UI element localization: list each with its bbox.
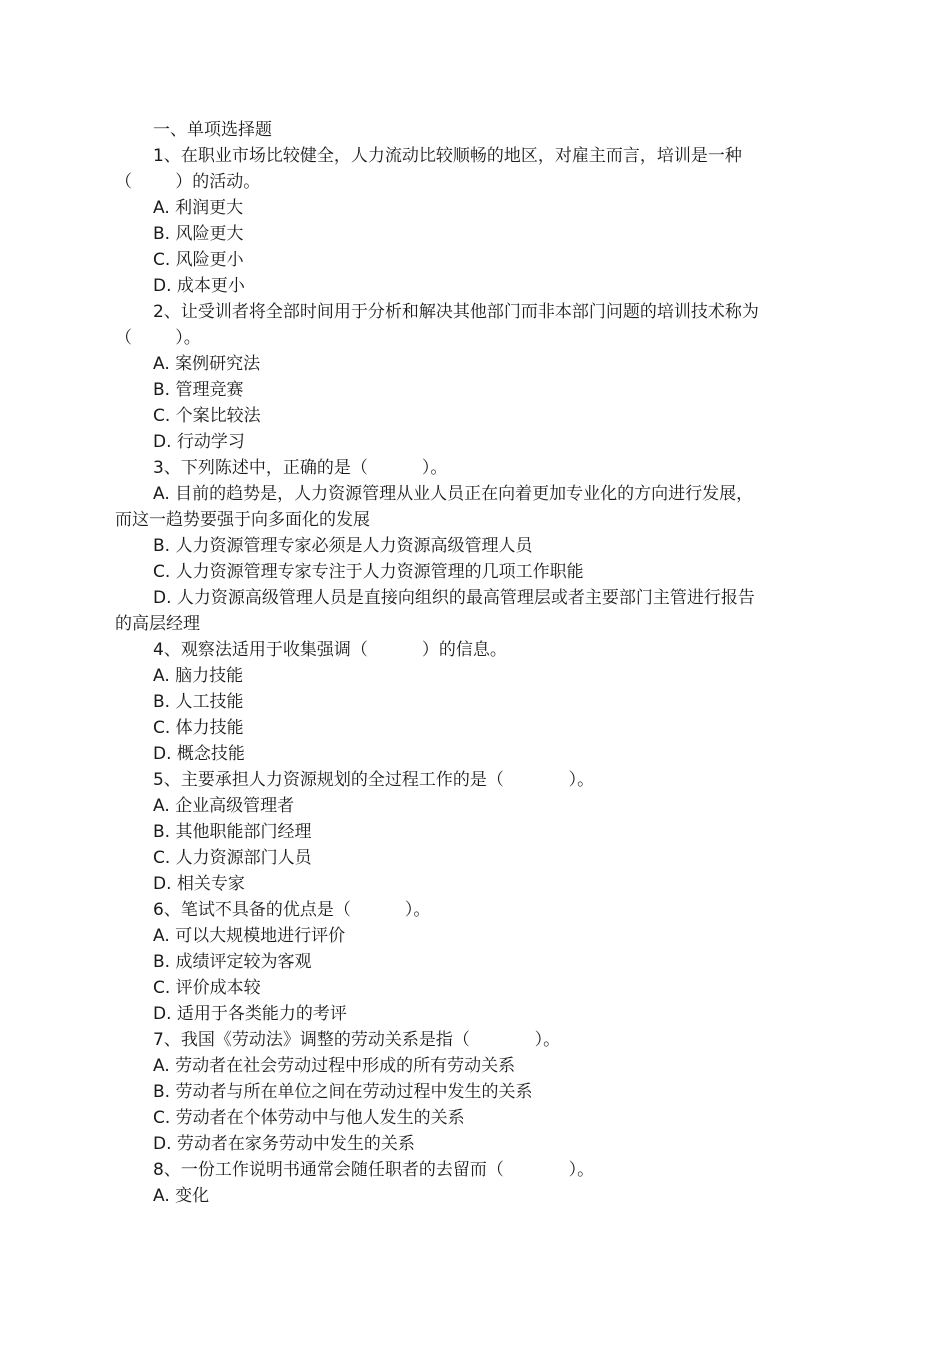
question-2-option-c: C. 个案比较法 <box>153 406 261 426</box>
question-4-option-c: C. 体力技能 <box>153 718 244 738</box>
question-3-option-a: A. 目前的趋势是，人力资源管理从业人员正在向着更加专业化的方向进行发展， <box>153 484 754 504</box>
question-7-option-a: A. 劳动者在社会劳动过程中形成的所有劳动关系 <box>153 1056 516 1076</box>
question-4-option-b: B. 人工技能 <box>153 692 244 712</box>
question-4-option-d: D. 概念技能 <box>153 744 245 764</box>
question-1-stem-cont: （ ）的活动。 <box>115 172 261 192</box>
question-6-stem: 6、笔试不具备的优点是（ ）。 <box>153 900 431 920</box>
question-3-option-a-cont: 而这一趋势要强于向多面化的发展 <box>115 510 370 530</box>
question-2-option-b: B. 管理竞赛 <box>153 380 244 400</box>
question-7-stem: 7、我国《劳动法》调整的劳动关系是指（ ）。 <box>153 1030 561 1050</box>
question-7-option-c: C. 劳动者在个体劳动中与他人发生的关系 <box>153 1108 465 1128</box>
question-2-stem: 2、让受训者将全部时间用于分析和解决其他部门而非本部门问题的培训技术称为 <box>153 302 759 322</box>
question-3-option-c: C. 人力资源管理专家专注于人力资源管理的几项工作职能 <box>153 562 584 582</box>
question-5-option-b: B. 其他职能部门经理 <box>153 822 312 842</box>
question-1-stem: 1、在职业市场比较健全，人力流动比较顺畅的地区，对雇主而言，培训是一种 <box>153 146 742 166</box>
question-1-option-a: A. 利润更大 <box>153 198 244 218</box>
question-5-option-d: D. 相关专家 <box>153 874 245 894</box>
section-title: 一、单项选择题 <box>153 120 272 140</box>
question-1-option-b: B. 风险更大 <box>153 224 244 244</box>
question-6-option-c: C. 评价成本较 <box>153 978 261 998</box>
question-3-option-d: D. 人力资源高级管理人员是直接向组织的最高管理层或者主要部门主管进行报告 <box>153 588 755 608</box>
question-4-option-a: A. 脑力技能 <box>153 666 244 686</box>
question-8-option-a: A. 变化 <box>153 1186 210 1206</box>
question-7-option-b: B. 劳动者与所在单位之间在劳动过程中发生的关系 <box>153 1082 533 1102</box>
question-5-option-a: A. 企业高级管理者 <box>153 796 295 816</box>
question-8-stem: 8、一份工作说明书通常会随任职者的去留而（ ）。 <box>153 1160 595 1180</box>
question-1-option-c: C. 风险更小 <box>153 250 244 270</box>
question-2-option-a: A. 案例研究法 <box>153 354 261 374</box>
question-6-option-a: A. 可以大规模地进行评价 <box>153 926 346 946</box>
question-6-option-b: B. 成绩评定较为客观 <box>153 952 312 972</box>
question-3-stem: 3、下列陈述中，正确的是（ ）。 <box>153 458 448 478</box>
question-2-stem-cont: （ ）。 <box>115 328 201 348</box>
question-2-option-d: D. 行动学习 <box>153 432 245 452</box>
question-1-option-d: D. 成本更小 <box>153 276 245 296</box>
question-3-option-b: B. 人力资源管理专家必须是人力资源高级管理人员 <box>153 536 533 556</box>
question-5-stem: 5、主要承担人力资源规划的全过程工作的是（ ）。 <box>153 770 595 790</box>
question-3-option-d-cont: 的高层经理 <box>115 614 200 634</box>
question-7-option-d: D. 劳动者在家务劳动中发生的关系 <box>153 1134 415 1154</box>
question-5-option-c: C. 人力资源部门人员 <box>153 848 312 868</box>
question-4-stem: 4、观察法适用于收集强调（ ）的信息。 <box>153 640 507 660</box>
question-6-option-d: D. 适用于各类能力的考评 <box>153 1004 347 1024</box>
